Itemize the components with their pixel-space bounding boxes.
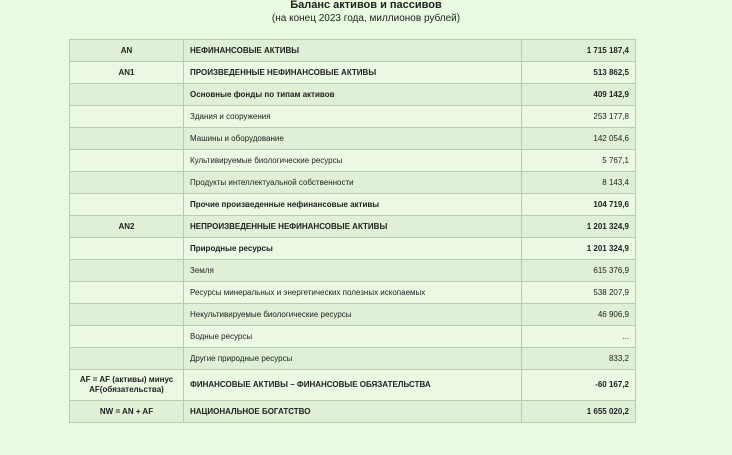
table-row-nw [70, 401, 636, 423]
row-name: Природные ресурсы [184, 238, 522, 260]
table-row-an [70, 40, 636, 62]
row-code: NW = AN + AF [70, 401, 184, 423]
row-value: 8 143,4 [522, 172, 636, 194]
row-value: 142 054,6 [522, 128, 636, 150]
row-value: 1 715 187,4 [522, 40, 636, 62]
row-name: Ресурсы минеральных и энергетических полезных ископаемых [184, 282, 522, 304]
table-row-an2 [70, 216, 636, 238]
row-value: 538 207,9 [522, 282, 636, 304]
table-row [70, 150, 636, 172]
row-value: ... [522, 326, 636, 348]
row-value: 409 142,9 [522, 84, 636, 106]
row-code [70, 128, 184, 150]
row-name: Другие природные ресурсы [184, 348, 522, 370]
row-value: 615 376,9 [522, 260, 636, 282]
row-code [70, 84, 184, 106]
row-value: 46 906,9 [522, 304, 636, 326]
row-name: ФИНАНСОВЫЕ АКТИВЫ – ФИНАНСОВЫЕ ОБЯЗАТЕЛЬСТВА [184, 370, 522, 401]
table-row [70, 326, 636, 348]
table-row [70, 128, 636, 150]
row-name: Здания и сооружения [184, 106, 522, 128]
row-value: 1 201 324,9 [522, 238, 636, 260]
row-code [70, 260, 184, 282]
row-name: Некультивируемые биологические ресурсы [184, 304, 522, 326]
row-code [70, 282, 184, 304]
table-row-af [70, 370, 636, 401]
balance-table [69, 39, 636, 423]
row-value: 513 862,5 [522, 62, 636, 84]
row-code [70, 106, 184, 128]
row-name: Основные фонды по типам активов [184, 84, 522, 106]
row-name: Машины и оборудование [184, 128, 522, 150]
row-value: 5 767,1 [522, 150, 636, 172]
row-code: AF = AF (активы) минус AF(обязательства) [70, 370, 184, 401]
table-row [70, 84, 636, 106]
table-row [70, 238, 636, 260]
row-code [70, 326, 184, 348]
row-code [70, 172, 184, 194]
row-name: Прочие произведенные нефинансовые активы [184, 194, 522, 216]
table-row [70, 282, 636, 304]
table-row-an1 [70, 62, 636, 84]
row-name: Земля [184, 260, 522, 282]
row-name: ПРОИЗВЕДЕННЫЕ НЕФИНАНСОВЫЕ АКТИВЫ [184, 62, 522, 84]
row-code [70, 348, 184, 370]
row-name: Водные ресурсы [184, 326, 522, 348]
table-row [70, 106, 636, 128]
row-code: AN1 [70, 62, 184, 84]
page-subtitle: (на конец 2023 года, миллионов рублей) [271, 13, 461, 24]
row-code [70, 304, 184, 326]
table-row [70, 348, 636, 370]
row-name: Продукты интеллектуальной собственности [184, 172, 522, 194]
row-code [70, 194, 184, 216]
row-value: -60 167,2 [522, 370, 636, 401]
row-code: AN2 [70, 216, 184, 238]
row-value: 1 655 020,2 [522, 401, 636, 423]
row-value: 833,2 [522, 348, 636, 370]
row-name: НЕФИНАНСОВЫЕ АКТИВЫ [184, 40, 522, 62]
row-name: Культивируемые биологические ресурсы [184, 150, 522, 172]
row-code [70, 238, 184, 260]
table-row [70, 304, 636, 326]
table-row [70, 172, 636, 194]
row-value: 1 201 324,9 [522, 216, 636, 238]
row-value: 253 177,8 [522, 106, 636, 128]
table-row [70, 194, 636, 216]
row-code [70, 150, 184, 172]
row-value: 104 719,6 [522, 194, 636, 216]
row-name: НАЦИОНАЛЬНОЕ БОГАТСТВО [184, 401, 522, 423]
table-row [70, 260, 636, 282]
page-title: Баланс активов и пассивов [290, 0, 442, 11]
row-name: НЕПРОИЗВЕДЕННЫЕ НЕФИНАНСОВЫЕ АКТИВЫ [184, 216, 522, 238]
row-code: AN [70, 40, 184, 62]
